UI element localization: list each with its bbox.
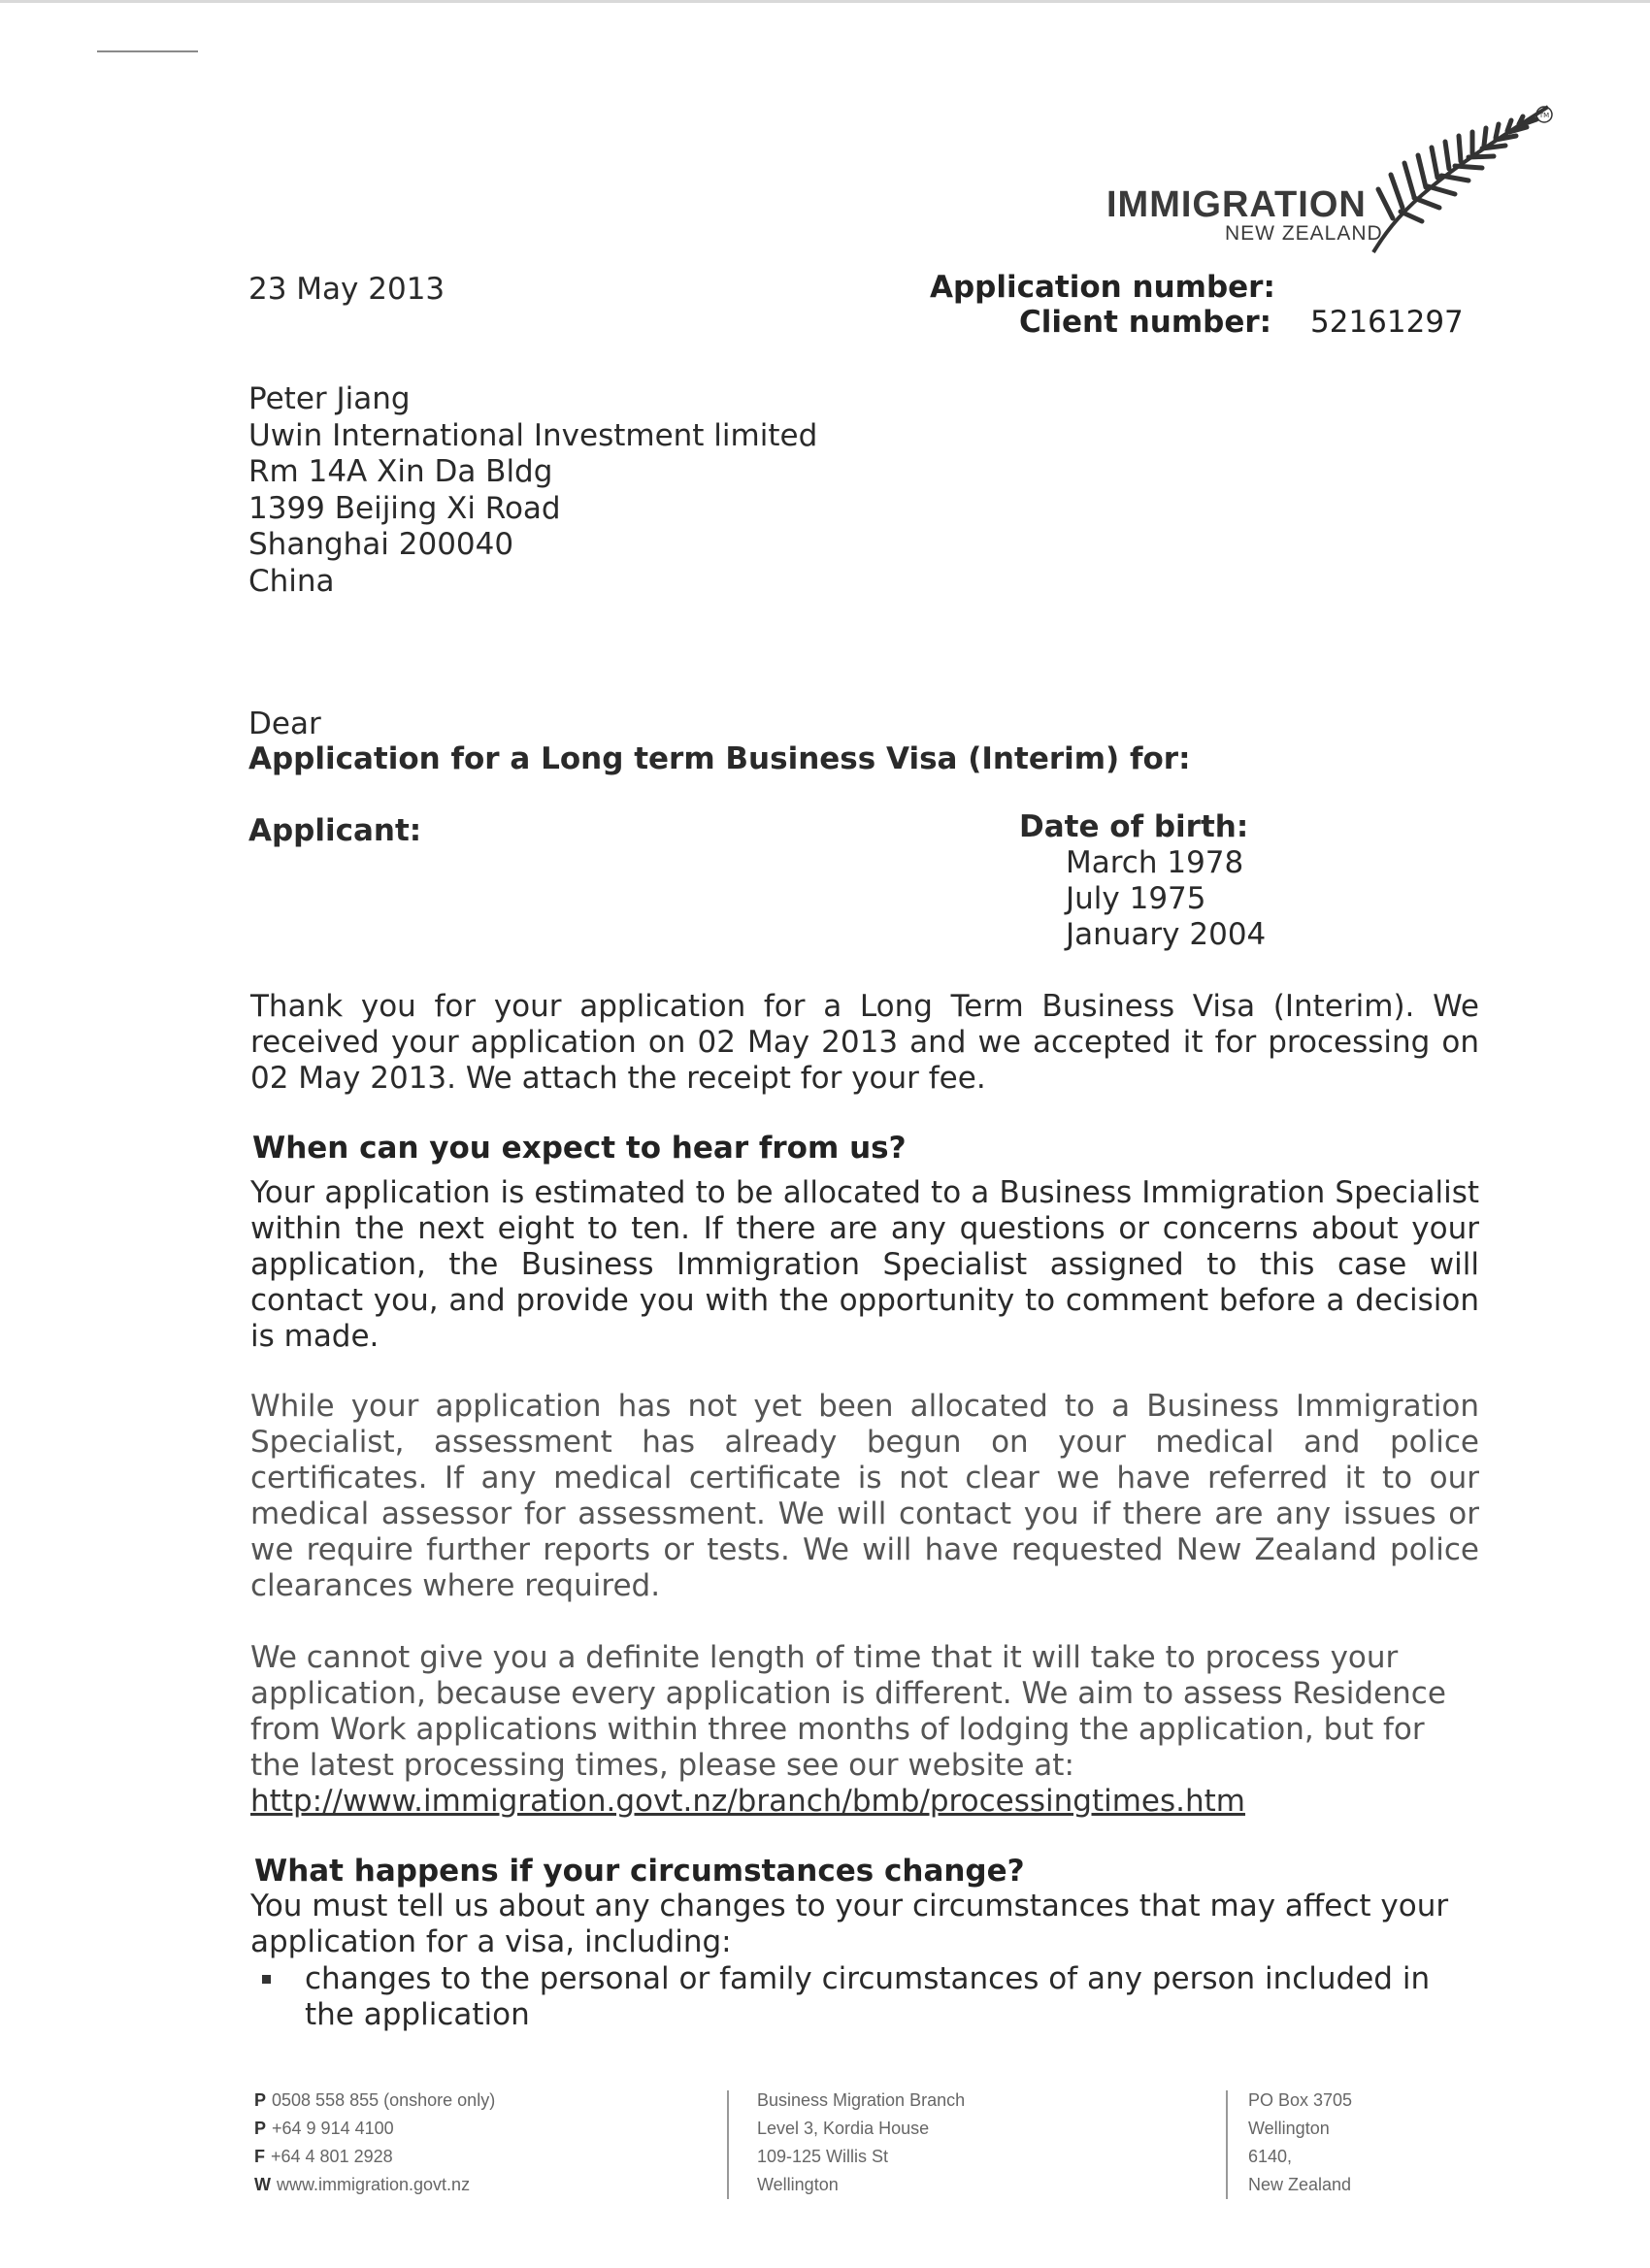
subject-line: Application for a Long term Business Visa (Interim) for: [248, 741, 1191, 776]
heading-circumstances: What happens if your circumstances change? [254, 1854, 1025, 1889]
processing-time-text: We cannot give you a definite length of time that it will take to process your application, because every application is different. We aim to assess Residence from Work applications within three months of lodging the application, but for the latest processing times, please see our website at: [250, 1640, 1446, 1783]
footer-divider [727, 2090, 729, 2199]
footer-prefix: W [254, 2175, 271, 2194]
footer-line: Level 3, Kordia House [757, 2119, 930, 2138]
address-line: Uwin International Investment limited [248, 417, 818, 453]
footer-prefix: P [254, 2119, 267, 2138]
footer-line: 109-125 Willis St [757, 2147, 889, 2166]
footer-line: Business Migration Branch [757, 2090, 966, 2110]
dob-value: July 1975 [1066, 881, 1206, 916]
application-number-label: Application number: [930, 270, 1275, 305]
assessment-paragraph: While your application has not yet been allocated to a Business Immigration Specialist, assessment has already begun on your medical and police certificates. If any medical certificate is not clear we have referred it to our medical assessor for assessment. We will contact you if there are any issues or we require further reports or tests. We will have requested New Zealand police clearances where required. [250, 1389, 1479, 1603]
client-number-value: 52161297 [1310, 305, 1464, 340]
footer-prefix: P [254, 2090, 267, 2110]
footer-line: 6140, [1248, 2147, 1293, 2166]
processing-time-paragraph [250, 1640, 1479, 1820]
footer-postal-column [1248, 2087, 1352, 2199]
footer-website [254, 2171, 495, 2199]
dob-label: Date of birth: [1019, 809, 1249, 844]
processing-times-link[interactable]: http://www.immigration.govt.nz/branch/bmb/processingtimes.htm [250, 1784, 1245, 1819]
circumstances-paragraph: You must tell us about any changes to your circumstances that may affect your application for a visa, including: [250, 1889, 1449, 1959]
intro-paragraph: Thank you for your application for a Long Term Business Visa (Interim). We received your application on 02 May 2013 and we accepted it for processing on 02 May 2013. We attach the receipt for your fee. [250, 989, 1479, 1096]
dob-list [1066, 845, 1266, 953]
footer-line: PO Box 3705 [1248, 2090, 1353, 2110]
address-line: Peter Jiang [248, 381, 411, 416]
footer-contact-column [254, 2087, 495, 2199]
allocation-paragraph: Your application is estimated to be allocated to a Business Immigration Specialist within the next eight to ten. If there are any questions or concerns about your application, the Business Immigration Specialist assigned to this case will contact you, and provide you with the opportunity to comment before a decision is made. [250, 1175, 1479, 1354]
footer-phone-intl [254, 2115, 495, 2143]
dob-value: January 2004 [1066, 917, 1267, 952]
bullet-text: changes to the personal or family circumstances of any person included in the application [305, 1961, 1431, 2032]
footer-line: Wellington [1248, 2119, 1330, 2138]
address-line: Rm 14A Xin Da Bldg [248, 454, 553, 489]
trademark-mark: TM [1538, 112, 1550, 119]
silver-fern-logo-icon [1364, 97, 1558, 262]
footer-text: +64 9 914 4100 [272, 2119, 394, 2138]
top-scan-edge [0, 0, 1650, 3]
footer-text: +64 4 801 2928 [271, 2147, 393, 2166]
footer-prefix: F [254, 2147, 265, 2166]
footer-line: Wellington [757, 2175, 839, 2194]
footer-divider [1226, 2090, 1228, 2199]
dob-value: March 1978 [1066, 845, 1244, 880]
bullet-icon [262, 1975, 271, 1984]
fold-mark [97, 50, 198, 52]
footer-website-link[interactable]: www.immigration.govt.nz [277, 2175, 471, 2194]
footer-line: New Zealand [1248, 2175, 1352, 2194]
salutation: Dear [248, 707, 321, 741]
footer-branch-column [757, 2087, 965, 2199]
client-number-label: Client number: [1019, 305, 1272, 340]
logo-subtitle: NEW ZEALAND [1225, 222, 1383, 245]
applicant-label: Applicant: [248, 813, 422, 848]
letter-date: 23 May 2013 [248, 272, 446, 307]
heading-when-hear: When can you expect to hear from us? [252, 1131, 907, 1166]
footer-phone-onshore [254, 2087, 495, 2115]
footer-fax [254, 2143, 495, 2171]
footer-text: 0508 558 855 (onshore only) [272, 2090, 496, 2110]
address-line: 1399 Beijing Xi Road [248, 490, 561, 526]
address-line: China [248, 563, 335, 599]
address-line: Shanghai 200040 [248, 527, 514, 562]
logo-title: IMMIGRATION [1106, 184, 1367, 225]
recipient-address [248, 381, 817, 600]
